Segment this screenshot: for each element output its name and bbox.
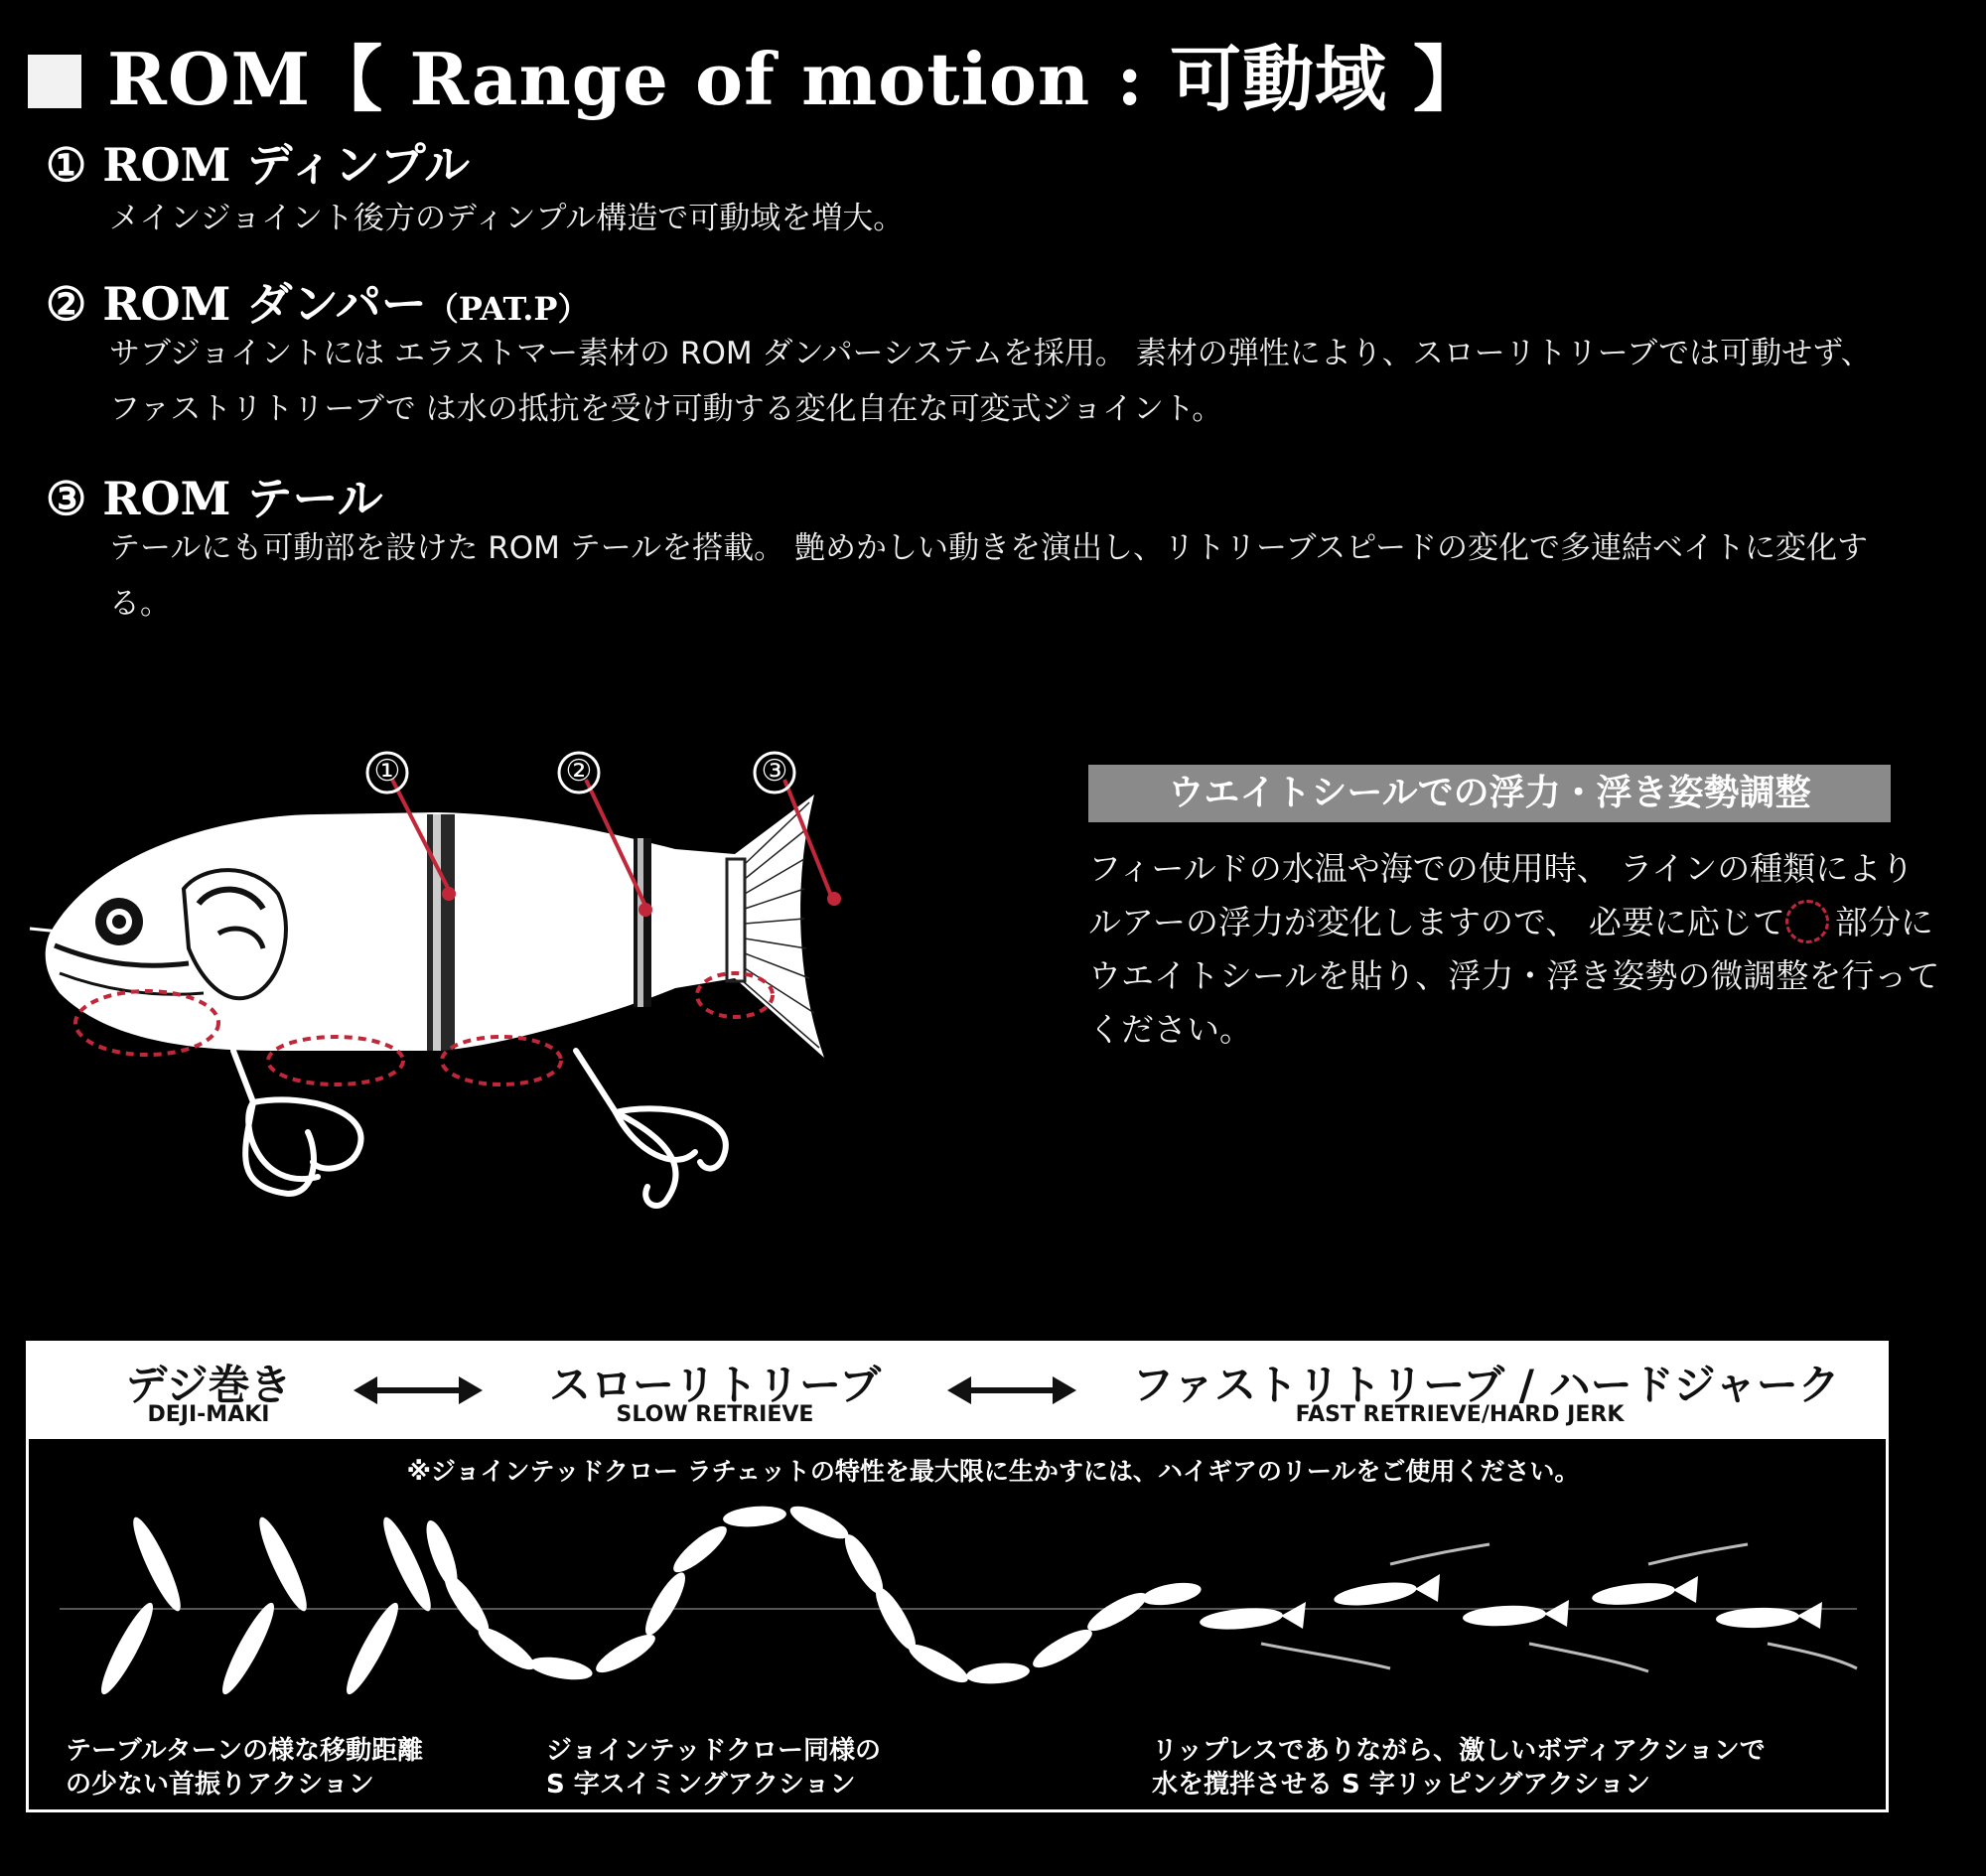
weight-seal-text-after: 部分にウエイトシールを貼り、浮力・浮き姿勢の微調整を行ってください。 — [1088, 903, 1940, 1049]
page-title-text: ROM【 Range of motion : 可動域 】 — [107, 37, 1487, 121]
speed-slow-en: SLOW RETRIEVE — [616, 1402, 814, 1427]
high-gear-note: ※ジョインテッドクロー ラチェットの特性を最大限に生かすには、ハイギアのリールをご使用ください。 — [406, 1457, 1580, 1486]
marker-1: ① — [373, 754, 401, 789]
section-2-heading-suffix: （PAT.P） — [426, 290, 590, 328]
front-treble-hook-icon — [233, 1051, 360, 1194]
fish-lure-illustration — [30, 794, 824, 1058]
action-caption-line: リップレスでありながら、激しいボディアクションで — [1152, 1736, 1766, 1766]
speed-deji-maki-en: DEJI-MAKI — [147, 1402, 270, 1427]
action-caption-line: S 字スイミングアクション — [546, 1770, 856, 1800]
double-arrow-icon — [947, 1371, 1076, 1410]
swim-action-illustration — [40, 1495, 1877, 1703]
speed-fast-label: ファストリトリーブ / ハードジャーク — [1132, 1361, 1840, 1409]
weight-seal-heading: ウエイトシールでの浮力・浮き姿勢調整 — [1088, 765, 1891, 822]
lure-diagram — [20, 735, 1023, 1222]
square-bullet-icon — [28, 55, 81, 108]
action-caption-deji-maki — [66, 1734, 423, 1802]
weight-seal-text — [1088, 842, 1942, 1057]
marker-3: ③ — [761, 754, 788, 789]
speed-deji-maki-label: デジ巻き — [125, 1361, 292, 1409]
page-title — [28, 22, 1486, 125]
marker-2: ② — [565, 754, 593, 789]
section-2-body: サブジョイントには エラストマー素材の ROM ダンパーシステムを採用。 素材の弾性により、スローリトリーブでは可動せず、ファストリトリーブで は水の抵抗を受け可動する変化自在な可変式ジョイント。 — [109, 336, 1872, 427]
section-1-body: メインジョイント後方のディンプル構造で可動域を増大。 — [109, 201, 905, 236]
rear-treble-hook-icon — [576, 1051, 726, 1206]
action-caption-line: ジョインテッドクロー同様の — [546, 1736, 881, 1766]
action-caption-slow — [546, 1734, 881, 1802]
section-1-heading-text: ① ROM ディンプル — [46, 138, 470, 192]
action-caption-line: 水を撹拌させる S 字リッピングアクション — [1152, 1770, 1650, 1800]
section-2-heading — [46, 268, 589, 334]
speed-slow-label: スローリトリーブ — [549, 1361, 881, 1409]
action-caption-fast — [1152, 1734, 1766, 1802]
double-arrow-icon — [354, 1371, 483, 1410]
speed-fast-en: FAST RETRIEVE/HARD JERK — [1295, 1402, 1625, 1427]
section-1-heading — [46, 129, 470, 195]
dashed-circle-icon — [1785, 900, 1829, 943]
action-caption-line: テーブルターンの様な移動距離 — [66, 1736, 424, 1766]
section-3-heading — [46, 463, 383, 528]
section-3-heading-text: ③ ROM テール — [46, 472, 383, 525]
action-caption-line: の少ない首振りアクション — [66, 1770, 374, 1800]
weight-seal-text-before: フィールドの水温や海での使用時、 ラインの種類によりルアーの浮力が変化しますので、 必要に応じて — [1088, 849, 1915, 941]
section-3-body: テールにも可動部を設けた ROM テールを搭載。 艶めかしい動きを演出し、リトリーブスピードの変化で多連結ベイトに変化する。 — [109, 530, 1868, 622]
section-2-heading-text: ② ROM ダンパー — [46, 277, 427, 331]
